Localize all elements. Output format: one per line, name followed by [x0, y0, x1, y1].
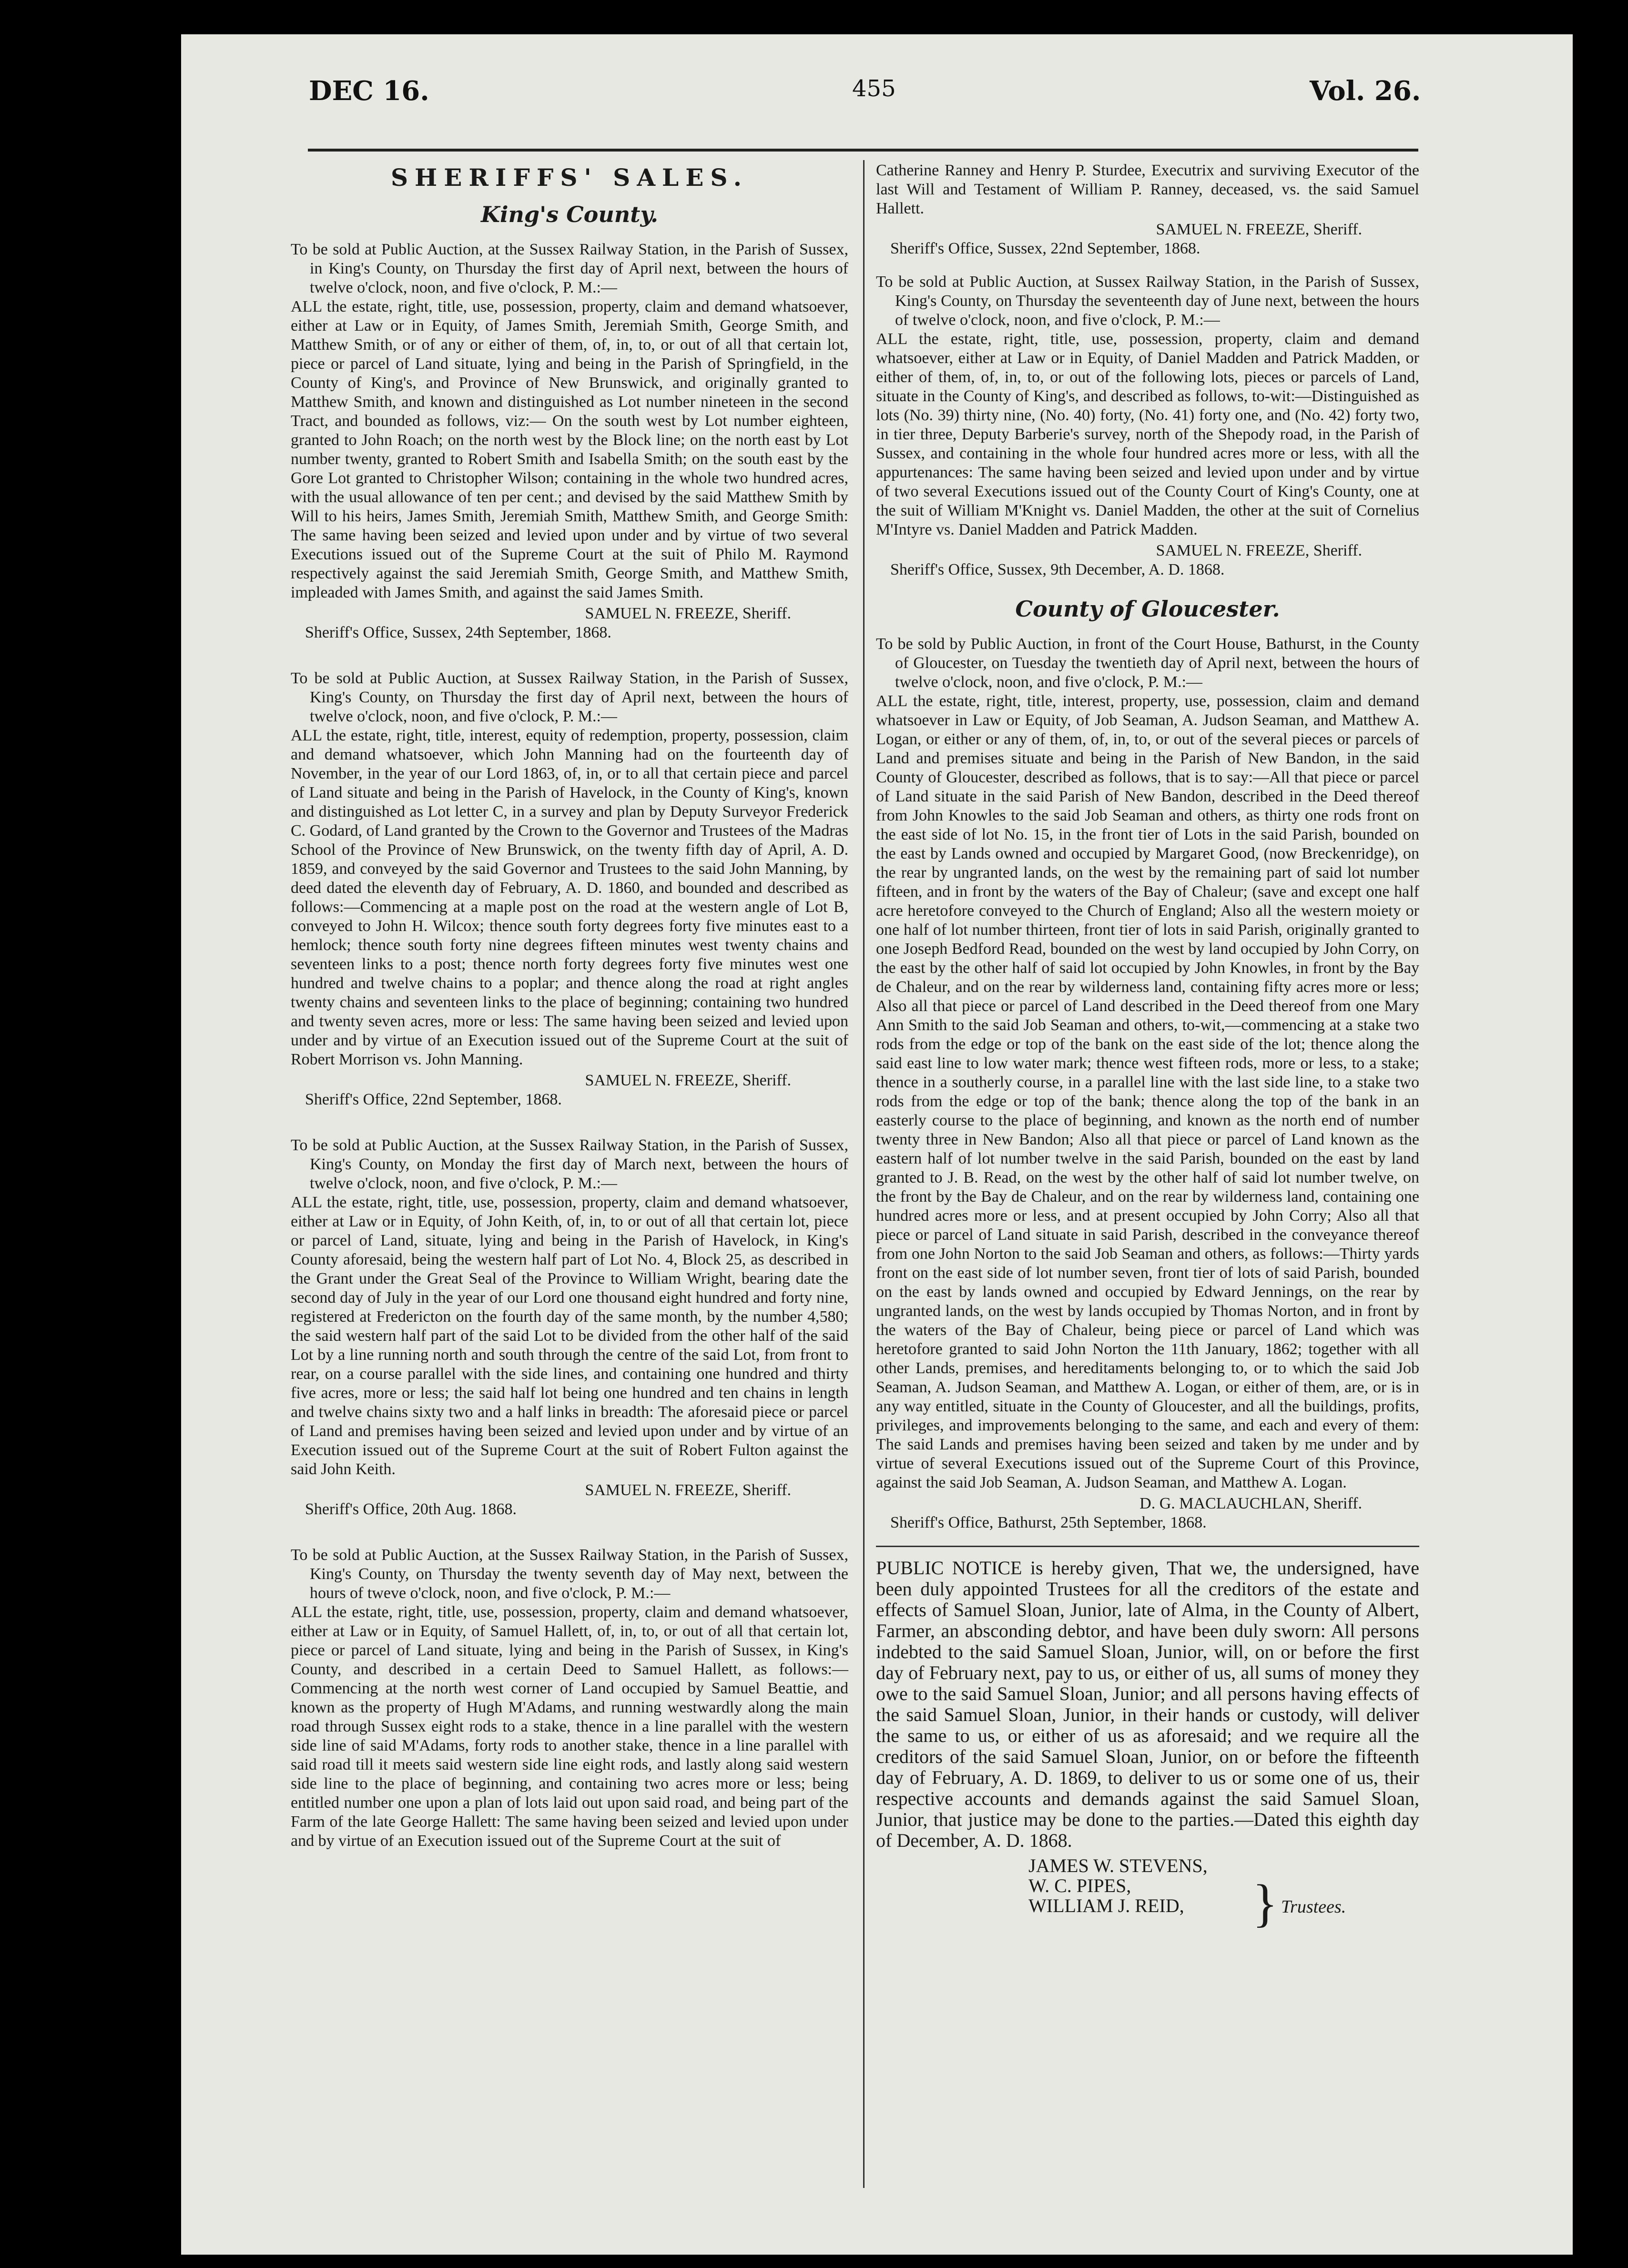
sheriff-office-date: Sheriff's Office, Sussex, 24th September, 1868. — [305, 624, 611, 641]
notice-body: ALL the estate, right, title, use, possession, property, claim and demand whatsoever, either at Law or in Equity, of John Keith, of, in, to or out of all that certain lot, piece or parcel of Land, situate, lying and being in the Parish of Havelock, in King's County aforesaid, being the western half part of Lot No. 4, Block 25, as described in the Grant under the Great Seal of the Province to William Wright, bearing date the second day of July in the year of our Lord one thousand eight hundred and forty nine, registered at Fredericton on the fourth day of the same month, by the number 4,580; the said western half part of the said Lot to be divided from the other half of the said Lot by a line running north and south through the centre of the said Lot, from front to rear, on a course parallel with the side lines, and containing one hundred and thirty five acres, more or less; the said half lot being one hundred and ten chains in length and twelve chains sixty two and a half links in breadth: The aforesaid piece or parcel of Land and premises having been seized and levied upon under and by virtue of an Execution issued out of the Supreme Court at the suit of Robert Fulton against the said John Keith. — [291, 1194, 848, 1478]
trustee-name: WILLIAM J. REID, — [1028, 1895, 1184, 1916]
notice-intro: To be sold at Public Auction, at the Sussex Railway Station, in the Parish of Sussex, in King's County, on Thursday the first day of April next, between the hours of twelve o'clock, noon, and five o'clock, P. M.:— — [291, 241, 848, 296]
notice-body: ALL the estate, right, title, use, possession, property, claim and demand whatsoever, either at Law or in Equity, of Samuel Hallett, of, in, to, or out of all that certain lot, piece or parcel of Land situate, lying and being in the Parish of Sussex, in King's County, and described in a certain Deed to Samuel Hallett, as follows:—Commencing at the north west corner of Land occupied by Samuel Beattie, and known as the property of Hugh M'Adams, and running westwardly along the main road through Sussex eight rods to a stake, thence in a line parallel with the western side line of said M'Adams, forty rods to another stake, thence in a line parallel with said road till it meets said western side line eight rods, and lastly along said western side line to the place of beginning, and containing two acres more or less; being entitled number one upon a plan of lots laid out upon said road, and being part of the Farm of the late George Hallett: The same having been seized and levied upon under and by virtue of an Execution issued out of the Supreme Court at the suit of — [291, 1603, 848, 1850]
notice-hallett — [291, 1546, 848, 1851]
sheriff-signature: SAMUEL N. FREEZE, Sheriff. — [585, 605, 791, 622]
sheriff-signature: SAMUEL N. FREEZE, Sheriff. — [1156, 542, 1362, 559]
sheriff-signature: D. G. MACLAUCHLAN, Sheriff. — [1140, 1495, 1362, 1512]
notice-body: Catherine Ranney and Henry P. Sturdee, Executrix and surviving Executor of the last Will and Testament of William P. Ranney, deceased, vs. the said Samuel Hallett. — [876, 162, 1419, 217]
section-title: SHERIFFS' SALES. — [390, 163, 749, 192]
notice-hallett-continued — [876, 161, 1419, 258]
notice-intro: To be sold at Public Auction, at Sussex Railway Station, in the Parish of Sussex, King's County, on Thursday the first day of April next, between the hours of twelve o'clock, noon, and five o'clock, P. M.:— — [291, 669, 848, 725]
volume-number: Vol. 26. — [1310, 75, 1421, 107]
public-notice — [876, 1557, 1419, 1932]
trustees-signature-block — [1028, 1855, 1419, 1932]
brace-glyph: } — [1252, 1874, 1278, 1932]
sheriff-office-date: Sheriff's Office, 20th Aug. 1868. — [305, 1500, 517, 1518]
sheriff-office-date: Sheriff's Office, Sussex, 22nd September, 1868. — [890, 240, 1201, 257]
issue-date: DEC 16. — [309, 75, 429, 107]
notice-separator — [876, 1546, 1419, 1547]
notice-madden — [876, 273, 1419, 579]
notice-body: ALL the estate, right, title, use, possession, property, claim and demand whatsoever, either at Law or in Equity, of Daniel Madden and Patrick Madden, or either of them, of, in, to, or out of the following lots, pieces or parcels of Land, situate in the County of King's, and described as follows, to-wit:—Distinguished as lots (No. 39) thirty nine, (No. 40) forty, (No. 41) forty one, and (No. 42) forty two, in tier three, Deputy Barberie's survey, north of the Shepody road, in the Parish of Sussex, and containing in the whole four hundred acres more or less, with all the appurtenances: The same having been seized and levied upon under and by virtue of two several Executions issued out of the County Court of King's County, one at the suit of William M'Knight vs. Daniel Madden, the other at the suit of Cornelius M'Intyre vs. Daniel Madden and Patrick Madden. — [876, 330, 1419, 538]
notice-intro: To be sold at Public Auction, at the Sussex Railway Station, in the Parish of Sussex, King's County, on Monday the first day of March next, between the hours of twelve o'clock, noon, and five o'clock, P. M.:— — [291, 1136, 848, 1192]
trustee-name: W. C. PIPES, — [1028, 1875, 1131, 1896]
sheriff-office-date: Sheriff's Office, Bathurst, 25th September, 1868. — [890, 1514, 1207, 1531]
notice-body: ALL the estate, right, title, interest, property, use, possession, claim and demand whatsoever in Law or Equity, of Job Seaman, A. Judson Seaman, and Matthew A. Logan, or either or any of them, of, in, to, or out of the several pieces or parcels of Land and premises situate and being in the Parish of New Bandon, in the said County of Gloucester, described as follows, that is to say:—All that piece or parcel of Land situate in the said Parish of New Bandon, described in the Deed thereof from John Knowles to the said Job Seaman and others, as thirty one rods front on the east side of lot No. 15, in the front tier of Lots in the said Parish, bounded on the east by Lands owned and occupied by Margaret Good, (now Breckenridge), on the rear by ungranted lands, on the west by the remaining part of said lot number fifteen, and in front by the waters of the Bay of Chaleur; (save and except one half acre heretofore conveyed to the Church of England; Also all the western moiety or one half of lot number thirteen, front tier of lots in said Parish, originally granted to one Joseph Bedford Read, bounded on the west by land occupied by John Corry, on the east by the other half of said lot occupied by John Knowles, in front by the Bay de Chaleur, and on the rear by wilderness land, containing fifty acres more or less; Also all that piece or parcel of Land described in the Deed thereof from one Mary Ann Smith to the said Job Seaman and others, to-wit,—commencing at a stake two rods from the edge or top of the bank on the east side of the lot; thence along the said east line to low water mark; thence west fifteen rods, more or less, to a stake; thence in a southerly course, in a parallel line with the last side line, to a stake two rods from the edge or top of the bank; thence along the top of the bank in an easterly course to the place of beginning, and known as the north end of number twenty three in New Bandon; Also all that piece or parcel of Land known as the eastern half of lot number twelve in the said Parish, bounded on the east by land granted to J. B. Read, on the west by the other half of said lot number twelve, on the front by the Bay de Chaleur, and on the rear by wilderness land, containing one hundred acres more or less, and at present occupied by John Corry; Also all that piece or parcel of Land situate in said Parish, described in the conveyance thereof from one John Norton to the said Job Seaman and others, as follows:—Thirty yards front on the east side of lot number seven, front tier of lots of said Parish, bounded on the east by lands owned and occupied by Edward Jennings, on the rear by ungranted lands, on the west by lands occupied by Thomas Norton, and in front by the waters of the Bay of Chaleur, being piece or parcel of Land which was heretofore granted to said John Norton the 11th January, 1862; together with all other Lands, premises, and hereditaments belonging to, or to which the said Job Seaman, A. Judson Seaman, and Matthew A. Logan, or either of them, are, or is in any way entitled, situate in the County of Gloucester, and all the buildings, profits, privileges, and improvements belonging to the same, and each and every of them: The said Lands and premises having been seized and taken by me under and by virtue of several Executions issued out of the Supreme Court of this Province, against the said Job Seaman, A. Judson Seaman, and Matthew A. Logan. — [876, 692, 1419, 1491]
notice-seaman — [876, 635, 1419, 1532]
sheriff-signature: SAMUEL N. FREEZE, Sheriff. — [585, 1481, 791, 1499]
page-number: 455 — [852, 75, 896, 102]
sheriff-signature: SAMUEL N. FREEZE, Sheriff. — [585, 1072, 791, 1089]
trustees-label: Trustees. — [1281, 1897, 1346, 1917]
county-heading-kings: King's County. — [481, 202, 658, 227]
notice-intro: To be sold by Public Auction, in front of the Court House, Bathurst, in the County of Gloucester, on Tuesday the twentieth day of April next, between the hours of twelve o'clock, noon, and five o'clock, P. M.:— — [876, 635, 1419, 691]
column-rule — [863, 160, 865, 2188]
notice-body: ALL the estate, right, title, use, possession, property, claim and demand whatsoever, either at Law or in Equity, of James Smith, Jeremiah Smith, George Smith, and Matthew Smith, or of any or either of them, of, in, to, or out of all that certain lot, piece or parcel of Land situate, lying and being in the Parish of Springfield, in the County of King's, and Province of New Brunswick, and originally granted to Matthew Smith, and known and distinguished as Lot number nineteen in the second Tract, and bounded as follows, viz:— On the south west by Lot number eighteen, granted to John Roach; on the north west by the Block line; on the north east by Lot number twenty, granted to Robert Smith and Isabella Smith; on the south east by the Gore Lot granted to Christopher Wilson; containing in the whole two hundred acres, with the usual allowance of ten per cent.; and devised by the said Matthew Smith by Will to his heirs, James Smith, Jeremiah Smith, Matthew Smith, and George Smith: The same having been seized and levied upon under and by virtue of two several Executions issued out of the Supreme Court at the suit of Philo M. Raymond respectively against the said Jeremiah Smith, George Smith, and Matthew Smith, impleaded with James Smith, and against the said James Smith. — [291, 298, 848, 601]
right-column — [876, 161, 1419, 1932]
notice-intro: To be sold at Public Auction, at the Sussex Railway Station, in the Parish of Sussex, King's County, on Thursday the twenty seventh day of May next, between the hours of tweve o'clock, noon, and five o'clock, P. M.:— — [291, 1546, 848, 1602]
trustee-name: JAMES W. STEVENS, — [1028, 1855, 1208, 1876]
notice-body: ALL the estate, right, title, interest, equity of redemption, property, possession, claim and demand whatsoever, which John Manning had on the fourteenth day of November, in the year of our Lord 1863, of, in, or to all that certain piece and parcel of Land situate and being in the Parish of Havelock, in the County of King's, known and distinguished as Lot letter C, in a survey and plan by Deputy Surveyor Frederick C. Godard, of Land granted by the Crown to the Governor and Trustees of the Madras School of the Province of New Brunswick, on the twenty fifth day of April, A. D. 1859, and conveyed by the said Governor and Trustees to the said John Manning, by deed dated the eleventh day of February, A. D. 1860, and bounded and described as follows:—Commencing at a maple post on the road at the western angle of Lot B, conveyed to John H. Wilcox; thence south forty degrees forty five minutes east to a hemlock; thence south forty nine degrees fifteen minutes west twenty chains and seventeen links to a post; thence north forty degrees forty five minutes west one hundred and twelve chains to a poplar; and thence along the road at right angles twenty chains and seventeen links to the place of beginning; containing two hundred and twenty seven acres, more or less: The same having been seized and levied upon under and by virtue of an Execution issued out of the Supreme Court at the suit of Robert Morrison vs. John Manning. — [291, 727, 848, 1068]
public-notice-body: PUBLIC NOTICE is hereby given, That we, the undersigned, have been duly appointed Trustees for all the creditors of the estate and effects of Samuel Sloan, Junior, late of Alma, in the County of Albert, Farmer, an absconding debtor, and have been duly sworn: All persons indebted to the said Samuel Sloan, Junior, will, on or before the first day of February next, pay to us, or either of us, all sums of money they owe to the said Samuel Sloan, Junior; and all persons having effects of the said Samuel Sloan, Junior, in their hands or custody, will deliver the same to us, or either of us as aforesaid; and we require all the creditors of the said Samuel Sloan, Junior, on or before the fifteenth day of February, A. D. 1869, to deliver to us or some one of us, their respective accounts and demands against the said Samuel Sloan, Junior, that justice may be done to the parties.—Dated this eighth day of December, A. D. 1868. — [876, 1557, 1419, 1851]
sheriff-office-date: Sheriff's Office, 22nd September, 1868. — [305, 1091, 562, 1108]
sheriff-office-date: Sheriff's Office, Sussex, 9th December, A. D. 1868. — [890, 561, 1225, 578]
header-rule — [308, 149, 1418, 152]
notice-smith — [291, 240, 848, 642]
sheriff-signature: SAMUEL N. FREEZE, Sheriff. — [1156, 221, 1362, 238]
notice-intro: To be sold at Public Auction, at Sussex Railway Station, in the Parish of Sussex, King's County, on Thursday the seventeenth day of June next, between the hours of twelve o'clock, noon, and five o'clock, P. M.:— — [876, 273, 1419, 329]
left-column — [291, 161, 848, 1877]
county-heading-gloucester: County of Gloucester. — [1015, 596, 1280, 622]
notice-manning — [291, 669, 848, 1109]
notice-keith — [291, 1136, 848, 1519]
